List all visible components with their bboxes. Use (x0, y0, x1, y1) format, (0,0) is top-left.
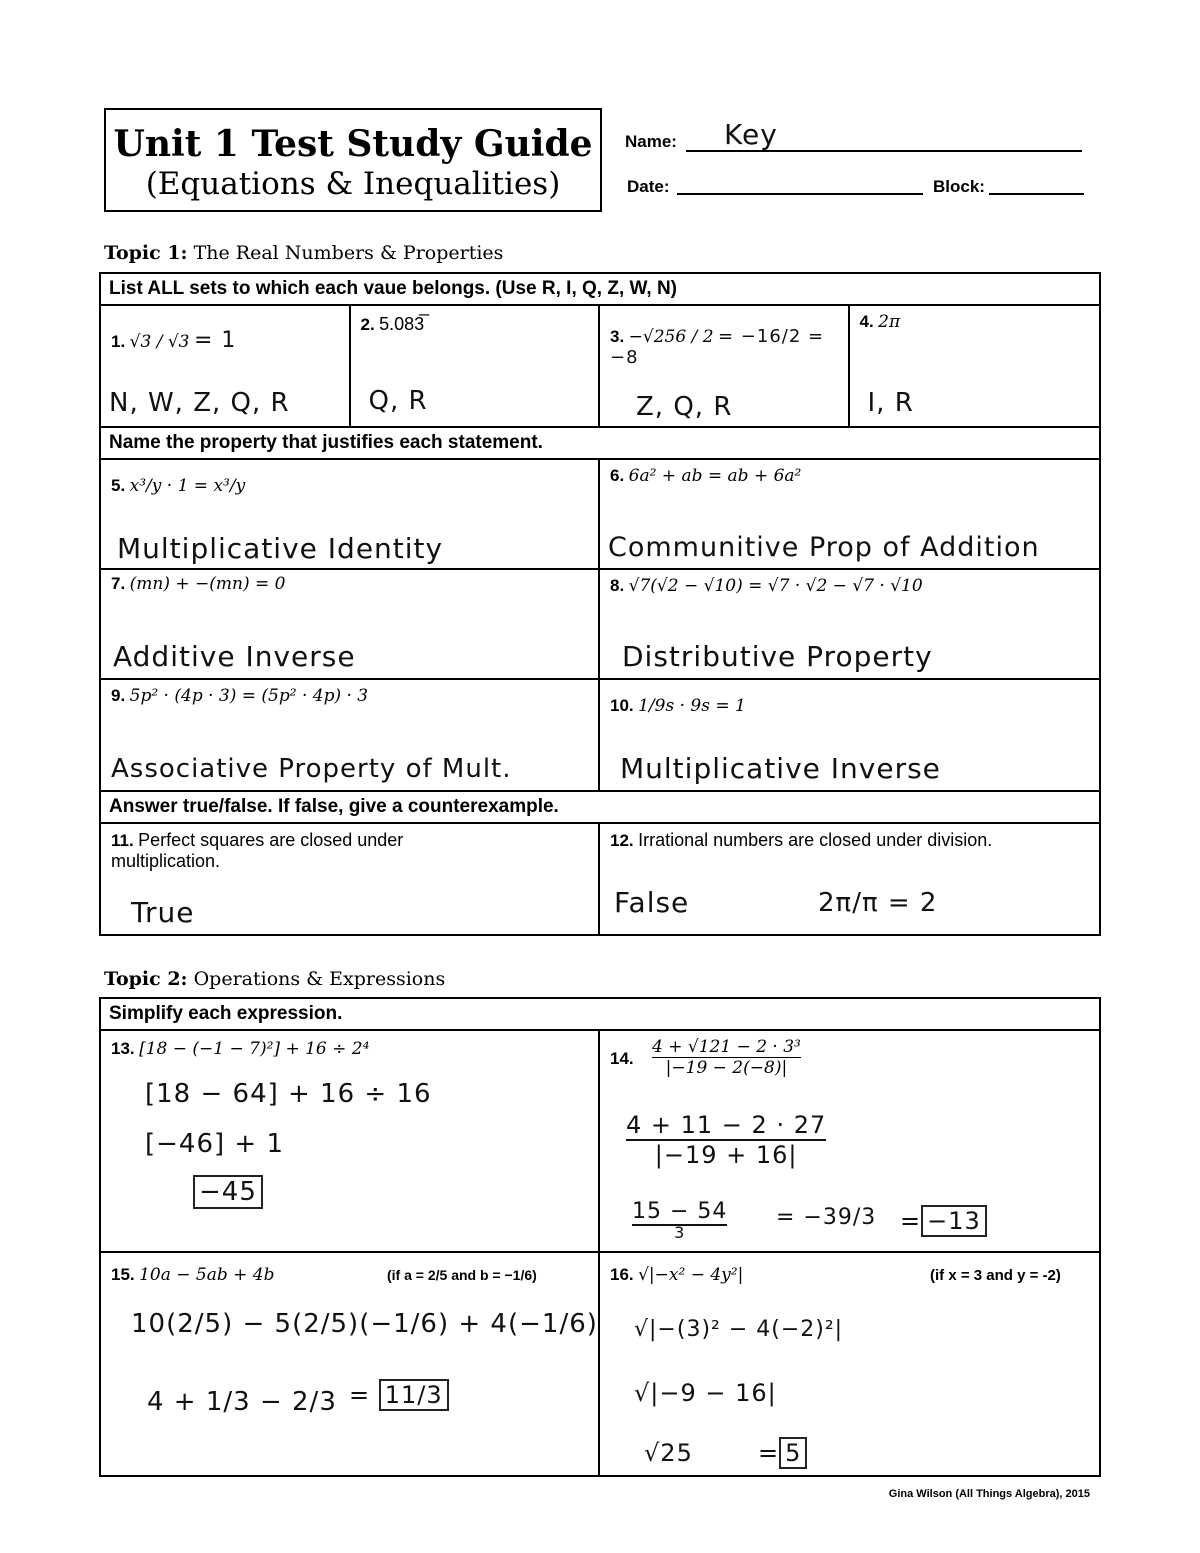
q16-work3: √25 (644, 1439, 693, 1467)
q12-counterexample: 2π/π = 2 (818, 888, 938, 918)
q5-expression: x³/y · 1 = x³/y (129, 476, 246, 496)
topic2-heading (104, 968, 445, 990)
topic1-label: Topic 1: (104, 242, 188, 264)
q4-cell (849, 305, 1101, 427)
q11-answer: True (131, 896, 195, 929)
q14-answer: −13 (921, 1205, 987, 1237)
q6-cell (599, 459, 1100, 569)
topic1-table (99, 272, 1101, 936)
q14-expr-numerator: 4 + √121 − 2 · 3³ (652, 1037, 801, 1057)
q14-expression (652, 1037, 801, 1078)
q10-number: 10. (610, 696, 634, 715)
q15-answer: 11/3 (379, 1379, 449, 1411)
q10-answer: Multiplicative Inverse (620, 752, 941, 785)
q5-answer: Multiplicative Identity (117, 532, 444, 565)
q15-answer-box (349, 1379, 449, 1411)
q16-work2: √|−9 − 16| (634, 1379, 777, 1407)
q13-answer-box (193, 1175, 263, 1209)
q2-cell (350, 305, 600, 427)
name-value: Key (724, 118, 778, 151)
date-line (677, 193, 923, 195)
q16-answer: 5 (779, 1437, 807, 1469)
q14-work2-denominator: 3 (674, 1223, 686, 1242)
block-line (989, 193, 1084, 195)
q16-condition: (if x = 3 and y = -2) (930, 1267, 1061, 1284)
q11-number: 11. (111, 831, 134, 850)
q12-answer: False (614, 886, 690, 919)
q10-cell (599, 679, 1100, 791)
q4-number: 4. (859, 312, 874, 331)
q6-expression: 6a² + ab = ab + 6a² (628, 466, 802, 486)
q13-expression: [18 − (−1 − 7)²] + 16 ÷ 2⁴ (139, 1039, 370, 1059)
q12-text: Irrational numbers are closed under division. (638, 830, 993, 850)
q16-work1: √|−(3)² − 4(−2)²| (634, 1317, 844, 1342)
q7-expression: (mn) + −(mn) = 0 (129, 574, 286, 594)
q15-work2: 4 + 1/3 − 2/3 (147, 1387, 337, 1417)
q14-answer-equals: = (900, 1207, 922, 1235)
q14-expr-denominator: |−19 − 2(−8)| (665, 1058, 788, 1078)
q7-number: 7. (111, 574, 126, 593)
q8-number: 8. (610, 576, 625, 595)
q2-answer: Q, R (368, 386, 428, 416)
q3-cell (599, 305, 849, 427)
q14-work2-numerator: 15 − 54 (632, 1199, 728, 1224)
q6-answer: Communitive Prop of Addition (608, 532, 1040, 563)
q10-expression: 1/9s · 9s = 1 (638, 696, 746, 716)
section1-instruction: List ALL sets to which each vaue belongs. (Use R, I, Q, Z, W, N) (100, 273, 1100, 305)
section2-instruction: Name the property that justifies each statement. (100, 427, 1100, 459)
q11-text: Perfect squares are closed under multiplication. (111, 830, 404, 871)
q12-number: 12. (610, 831, 634, 850)
q9-expression: 5p² · (4p · 3) = (5p² · 4p) · 3 (129, 686, 369, 706)
q15-cell (100, 1252, 599, 1476)
q4-answer: I, R (867, 388, 914, 418)
q1-expression: √3 / √3 (129, 332, 190, 352)
title-box (104, 108, 602, 212)
q14-work1-denominator: |−19 + 16| (654, 1141, 798, 1169)
name-label: Name: (625, 132, 677, 151)
q3-work: = −16/2 = −8 (610, 326, 825, 368)
q15-work1: 10(2/5) − 5(2/5)(−1/6) + 4(−1/6) (131, 1309, 598, 1339)
q13-number: 13. (111, 1039, 135, 1058)
q2-expression: 5.083̅ (379, 314, 425, 334)
q8-cell (599, 569, 1100, 679)
q14-work1-numerator: 4 + 11 − 2 · 27 (626, 1111, 827, 1139)
q3-expression: −√256 / 2 (628, 327, 714, 347)
q1-cell (100, 305, 350, 427)
topic1-title: The Real Numbers & Properties (193, 242, 504, 264)
q13-cell (100, 1030, 599, 1252)
q5-number: 5. (111, 476, 126, 495)
q9-number: 9. (111, 686, 126, 705)
q13-answer: −45 (193, 1175, 263, 1209)
q16-answer-box (758, 1437, 807, 1469)
q15-number: 15. (111, 1265, 135, 1284)
date-label: Date: (627, 177, 670, 196)
q14-answer-box (900, 1205, 987, 1237)
block-label: Block: (933, 177, 985, 196)
topic2-title: Operations & Expressions (193, 968, 446, 990)
title-line2: (Equations & Inequalities) (145, 166, 561, 202)
q8-answer: Distributive Property (622, 640, 933, 673)
q14-work3: = −39/3 (776, 1205, 877, 1230)
q14-work1 (626, 1111, 826, 1169)
section3-instruction: Answer true/false. If false, give a counterexample. (100, 791, 1100, 823)
q3-answer: Z, Q, R (636, 392, 733, 422)
q15-expression: 10a − 5ab + 4b (139, 1265, 275, 1285)
q5-cell (100, 459, 599, 569)
topic2-instruction: Simplify each expression. (100, 998, 1100, 1030)
q1-number: 1. (111, 332, 126, 351)
q11-cell (100, 823, 599, 935)
q16-answer-equals: = (758, 1439, 780, 1467)
q14-work2 (632, 1199, 727, 1240)
q6-number: 6. (610, 466, 625, 485)
q9-cell (100, 679, 599, 791)
q12-cell (599, 823, 1100, 935)
q14-number: 14. (610, 1049, 634, 1068)
q14-cell (599, 1030, 1100, 1252)
q1-answer: N, W, Z, Q, R (109, 388, 290, 418)
q7-cell (100, 569, 599, 679)
q1-work: = 1 (193, 328, 237, 353)
topic2-table (99, 997, 1101, 1477)
q13-work2: [−46] + 1 (145, 1129, 285, 1159)
q4-expression: 2π (878, 312, 901, 332)
q7-answer: Additive Inverse (113, 640, 356, 673)
q15-condition: (if a = 2/5 and b = −1/6) (387, 1267, 537, 1283)
q2-number: 2. (360, 315, 375, 334)
topic2-label: Topic 2: (104, 968, 188, 990)
q16-number: 16. (610, 1265, 634, 1284)
q9-answer: Associative Property of Mult. (111, 754, 512, 784)
topic1-heading (104, 242, 503, 264)
q8-expression: √7(√2 − √10) = √7 · √2 − √7 · √10 (628, 576, 923, 596)
q16-expression: √|−x² − 4y²| (638, 1265, 744, 1285)
q15-answer-equals: = (349, 1381, 371, 1409)
q16-cell (599, 1252, 1100, 1476)
q3-number: 3. (610, 327, 625, 346)
copyright-footer: Gina Wilson (All Things Algebra), 2015 (888, 1488, 1090, 1500)
title-line1: Unit 1 Test Study Guide (113, 123, 593, 165)
q13-work1: [18 − 64] + 16 ÷ 16 (145, 1079, 432, 1109)
